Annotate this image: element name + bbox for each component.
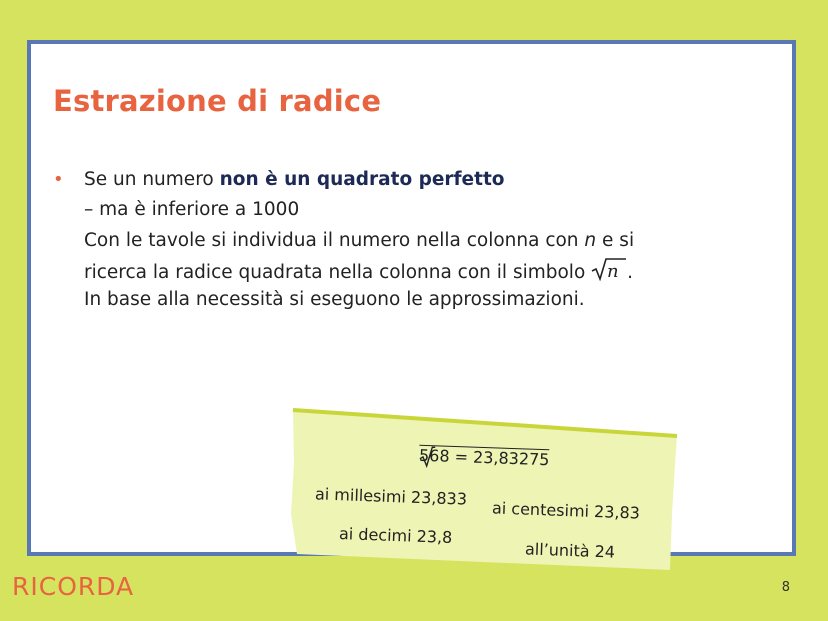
- bullet-bold-text: non è un quadrato perfetto: [219, 169, 505, 190]
- approx-decimi: ai decimi 23,8: [338, 524, 453, 547]
- sub-line: – ma è inferiore a 1000: [84, 199, 300, 220]
- approx-unita: all’unità 24: [524, 539, 616, 562]
- textbook-clipping: [287, 404, 679, 572]
- page-number: 8: [781, 580, 790, 595]
- approx-centesimi: ai centesimi 23,83: [491, 498, 641, 523]
- paragraph-text: Con le tavole si individua il numero nella colonna con: [84, 230, 585, 251]
- ricorda-logo: RICORDA: [12, 572, 135, 601]
- slide-title: Estrazione di radice: [53, 84, 382, 118]
- root-expression-text: 568 = 23,83275: [418, 445, 550, 470]
- paragraph-line-2: [84, 254, 633, 287]
- approx-millesimi: ai millesimi 23,833: [314, 484, 468, 509]
- sqrt-n-symbol-icon: [591, 257, 627, 288]
- variable-n: n: [584, 230, 597, 251]
- sqrt-icon: [419, 446, 436, 469]
- paragraph-line-1: [84, 227, 634, 255]
- paragraph-text: ricerca la radice quadrata nella colonna con il simbolo: [84, 262, 592, 283]
- paragraph-line-3: In base alla necessità si eseguono le approssimazioni.: [84, 289, 585, 310]
- bullet-line-1: [84, 166, 505, 194]
- svg-text:n: n: [607, 261, 619, 281]
- slide-panel: [27, 40, 796, 562]
- paragraph-period: .: [627, 262, 634, 283]
- paragraph-text-end: e si: [596, 230, 635, 251]
- bullet-dot-icon: •: [53, 169, 64, 190]
- bullet-text: Se un numero: [84, 169, 220, 190]
